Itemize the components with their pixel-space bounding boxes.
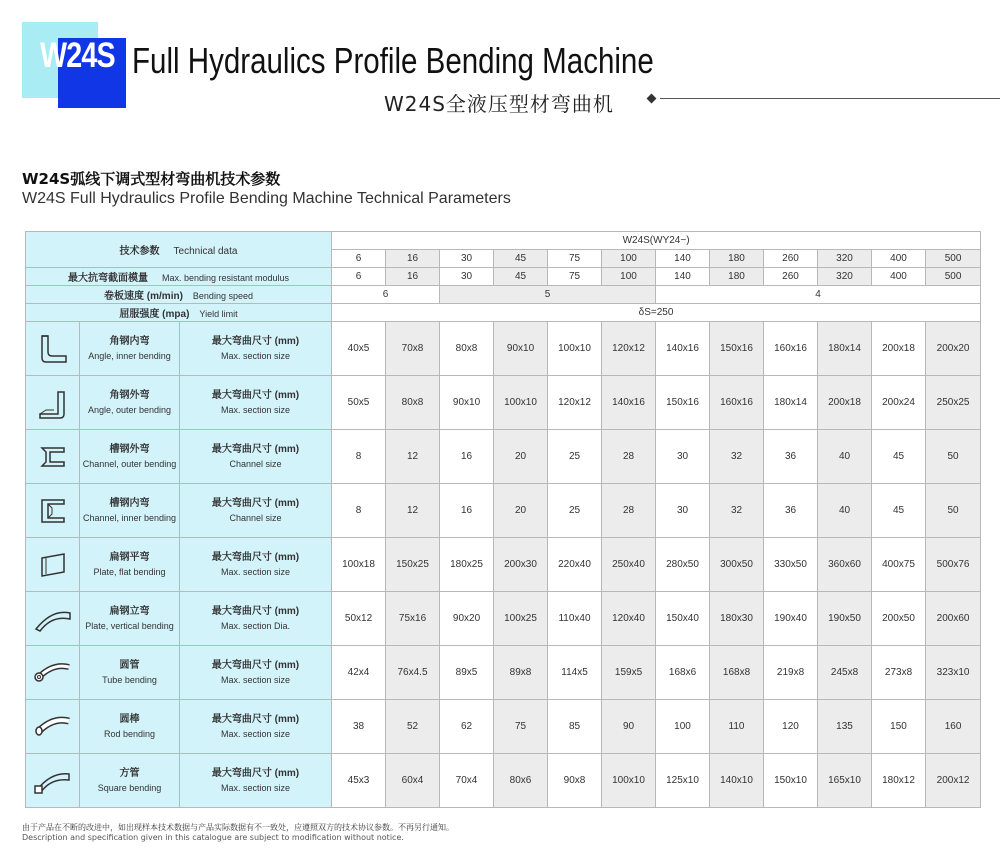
size-value: 75 bbox=[494, 700, 548, 754]
size-label bbox=[180, 376, 332, 430]
size-label bbox=[180, 700, 332, 754]
size-label-cn: 最大弯曲尺寸 (mm) bbox=[211, 605, 300, 617]
size-value: 200x30 bbox=[494, 538, 548, 592]
size-value: 165x10 bbox=[818, 754, 872, 808]
bending-type-en: Rod bending bbox=[103, 728, 156, 739]
modulus-cell: 6 bbox=[332, 268, 386, 286]
bending-type bbox=[80, 322, 180, 376]
size-value: 100x25 bbox=[494, 592, 548, 646]
size-value: 80x8 bbox=[440, 322, 494, 376]
size-value: 200x12 bbox=[926, 754, 981, 808]
tech-data-label bbox=[26, 232, 332, 268]
size-value: 100x18 bbox=[332, 538, 386, 592]
size-label-en: Max. section size bbox=[220, 782, 291, 793]
bending-type bbox=[80, 646, 180, 700]
footer-note-en: Description and specification given in this catalogue are subject to modification without notice. bbox=[22, 833, 404, 842]
size-label-en: Max. section Dia. bbox=[220, 620, 291, 631]
size-value: 50 bbox=[926, 430, 981, 484]
bending-type bbox=[80, 376, 180, 430]
size-value: 150x16 bbox=[710, 322, 764, 376]
size-value: 38 bbox=[332, 700, 386, 754]
size-value: 36 bbox=[764, 484, 818, 538]
size-value: 89x8 bbox=[494, 646, 548, 700]
size-value: 200x20 bbox=[926, 322, 981, 376]
size-value: 110x40 bbox=[548, 592, 602, 646]
yield-value: δS=250 bbox=[332, 304, 981, 322]
size-value: 89x5 bbox=[440, 646, 494, 700]
size-value: 200x50 bbox=[872, 592, 926, 646]
size-value: 159x5 bbox=[602, 646, 656, 700]
size-value: 80x8 bbox=[386, 376, 440, 430]
yield-label bbox=[26, 304, 332, 322]
size-value: 28 bbox=[602, 484, 656, 538]
modulus-cell: 320 bbox=[818, 268, 872, 286]
size-value: 16 bbox=[440, 484, 494, 538]
spec-row bbox=[26, 430, 981, 484]
size-value: 25 bbox=[548, 484, 602, 538]
size-value: 125x10 bbox=[656, 754, 710, 808]
size-value: 160x16 bbox=[764, 322, 818, 376]
bending-type bbox=[80, 430, 180, 484]
channel-inner-icon bbox=[26, 484, 80, 538]
size-value: 28 bbox=[602, 430, 656, 484]
size-value: 160 bbox=[926, 700, 981, 754]
spec-row bbox=[26, 322, 981, 376]
page-subtitle: W24S全液压型材弯曲机 bbox=[384, 92, 614, 116]
size-label-cn: 最大弯曲尺寸 (mm) bbox=[211, 497, 300, 509]
bending-type bbox=[80, 484, 180, 538]
size-value: 180x30 bbox=[710, 592, 764, 646]
size-label bbox=[180, 322, 332, 376]
modulus-cell: 180 bbox=[710, 268, 764, 286]
channel-outer-icon bbox=[26, 430, 80, 484]
model-cell: 500 bbox=[926, 250, 981, 268]
size-value: 120x40 bbox=[602, 592, 656, 646]
bending-type bbox=[80, 754, 180, 808]
logo-text: W24S bbox=[40, 36, 115, 75]
size-value: 200x24 bbox=[872, 376, 926, 430]
tech-data-cn: 技术参数 bbox=[119, 246, 160, 257]
size-value: 12 bbox=[386, 430, 440, 484]
size-value: 80x6 bbox=[494, 754, 548, 808]
size-value: 168x6 bbox=[656, 646, 710, 700]
size-value: 180x12 bbox=[872, 754, 926, 808]
size-value: 280x50 bbox=[656, 538, 710, 592]
section-title-en: W24S Full Hydraulics Profile Bending Machine Technical Parameters bbox=[22, 190, 511, 207]
size-value: 140x10 bbox=[710, 754, 764, 808]
size-label bbox=[180, 484, 332, 538]
modulus-cell: 260 bbox=[764, 268, 818, 286]
modulus-row bbox=[26, 268, 981, 286]
model-cell: 100 bbox=[602, 250, 656, 268]
speed-value: 6 bbox=[332, 286, 440, 304]
size-value: 190x50 bbox=[818, 592, 872, 646]
size-value: 60x4 bbox=[386, 754, 440, 808]
bending-type-cn: 角钢外弯 bbox=[109, 389, 150, 401]
modulus-en: Max. bending resistant modulus bbox=[161, 273, 290, 283]
size-value: 200x60 bbox=[926, 592, 981, 646]
size-value: 90x20 bbox=[440, 592, 494, 646]
modulus-cell: 75 bbox=[548, 268, 602, 286]
size-label-cn: 最大弯曲尺寸 (mm) bbox=[211, 713, 300, 725]
size-label-en: Channel size bbox=[229, 458, 282, 469]
size-value: 250x40 bbox=[602, 538, 656, 592]
model-cell: 75 bbox=[548, 250, 602, 268]
speed-value: 5 bbox=[440, 286, 656, 304]
size-value: 110 bbox=[710, 700, 764, 754]
modulus-cell: 140 bbox=[656, 268, 710, 286]
size-value: 45 bbox=[872, 430, 926, 484]
bending-type-en: Tube bending bbox=[102, 674, 157, 685]
size-value: 70x4 bbox=[440, 754, 494, 808]
size-value: 323x10 bbox=[926, 646, 981, 700]
spec-row bbox=[26, 376, 981, 430]
bending-type-cn: 槽钢外弯 bbox=[109, 443, 150, 455]
size-label-en: Max. section size bbox=[220, 728, 291, 739]
size-value: 120 bbox=[764, 700, 818, 754]
bending-type-cn: 槽钢内弯 bbox=[109, 497, 150, 509]
title-divider bbox=[660, 98, 1000, 99]
bending-type-en: Square bending bbox=[97, 782, 162, 793]
size-value: 150x16 bbox=[656, 376, 710, 430]
size-value: 180x14 bbox=[818, 322, 872, 376]
spec-table bbox=[25, 231, 981, 808]
size-value: 20 bbox=[494, 430, 548, 484]
bending-type-en: Angle, inner bending bbox=[88, 350, 171, 361]
spec-row bbox=[26, 646, 981, 700]
bending-type bbox=[80, 592, 180, 646]
size-value: 500x76 bbox=[926, 538, 981, 592]
model-cell: 6 bbox=[332, 250, 386, 268]
size-value: 32 bbox=[710, 430, 764, 484]
bending-type-en: Channel, inner bending bbox=[82, 512, 177, 523]
size-value: 140x16 bbox=[656, 322, 710, 376]
page-title: Full Hydraulics Profile Bending Machine bbox=[132, 40, 654, 81]
modulus-cell: 30 bbox=[440, 268, 494, 286]
bending-type-cn: 角钢内弯 bbox=[109, 335, 150, 347]
bending-type-en: Plate, vertical bending bbox=[85, 620, 174, 631]
size-label bbox=[180, 430, 332, 484]
rod-icon bbox=[26, 700, 80, 754]
size-value: 50 bbox=[926, 484, 981, 538]
model-cell: 140 bbox=[656, 250, 710, 268]
bending-type-cn: 圆棒 bbox=[119, 713, 140, 725]
size-value: 360x60 bbox=[818, 538, 872, 592]
size-value: 100x10 bbox=[494, 376, 548, 430]
size-value: 180x14 bbox=[764, 376, 818, 430]
bending-type bbox=[80, 700, 180, 754]
size-value: 135 bbox=[818, 700, 872, 754]
size-value: 100x10 bbox=[548, 322, 602, 376]
size-value: 168x8 bbox=[710, 646, 764, 700]
spec-row bbox=[26, 754, 981, 808]
size-value: 85 bbox=[548, 700, 602, 754]
size-value: 273x8 bbox=[872, 646, 926, 700]
size-label-cn: 最大弯曲尺寸 (mm) bbox=[211, 389, 300, 401]
size-value: 40 bbox=[818, 430, 872, 484]
size-value: 190x40 bbox=[764, 592, 818, 646]
size-value: 90x10 bbox=[494, 322, 548, 376]
size-value: 62 bbox=[440, 700, 494, 754]
size-label bbox=[180, 538, 332, 592]
size-value: 12 bbox=[386, 484, 440, 538]
size-value: 76x4.5 bbox=[386, 646, 440, 700]
modulus-cell: 500 bbox=[926, 268, 981, 286]
size-value: 200x18 bbox=[872, 322, 926, 376]
yield-row bbox=[26, 304, 981, 322]
size-value: 16 bbox=[440, 430, 494, 484]
size-label-en: Max. section size bbox=[220, 404, 291, 415]
size-value: 90x8 bbox=[548, 754, 602, 808]
size-label-cn: 最大弯曲尺寸 (mm) bbox=[211, 335, 300, 347]
size-label-en: Channel size bbox=[229, 512, 282, 523]
size-value: 180x25 bbox=[440, 538, 494, 592]
size-value: 20 bbox=[494, 484, 548, 538]
spec-row bbox=[26, 700, 981, 754]
tube-icon bbox=[26, 646, 80, 700]
spec-row bbox=[26, 484, 981, 538]
size-value: 150x40 bbox=[656, 592, 710, 646]
size-label-en: Max. section size bbox=[220, 350, 291, 361]
speed-en: Bending speed bbox=[192, 291, 253, 301]
modulus-cell: 100 bbox=[602, 268, 656, 286]
size-label-en: Max. section size bbox=[220, 566, 291, 577]
yield-cn: 屈服强度 (mpa) bbox=[119, 309, 190, 320]
size-label-cn: 最大弯曲尺寸 (mm) bbox=[211, 767, 300, 779]
size-value: 90 bbox=[602, 700, 656, 754]
bending-type-en: Angle, outer bending bbox=[87, 404, 172, 415]
size-label bbox=[180, 646, 332, 700]
spec-row bbox=[26, 592, 981, 646]
size-value: 50x5 bbox=[332, 376, 386, 430]
spec-row bbox=[26, 538, 981, 592]
size-value: 50x12 bbox=[332, 592, 386, 646]
modulus-cn: 最大抗弯截面模量 bbox=[67, 273, 148, 284]
size-label-en: Max. section size bbox=[220, 674, 291, 685]
size-label-cn: 最大弯曲尺寸 (mm) bbox=[211, 551, 300, 563]
bending-type-cn: 圆管 bbox=[119, 659, 140, 671]
size-value: 45x3 bbox=[332, 754, 386, 808]
speed-label bbox=[26, 286, 332, 304]
size-value: 300x50 bbox=[710, 538, 764, 592]
angle-outer-icon bbox=[26, 376, 80, 430]
size-value: 25 bbox=[548, 430, 602, 484]
size-value: 150 bbox=[872, 700, 926, 754]
size-label bbox=[180, 754, 332, 808]
yield-en: Yield limit bbox=[199, 309, 238, 319]
bending-type-en: Channel, outer bending bbox=[82, 458, 177, 469]
size-value: 30 bbox=[656, 430, 710, 484]
size-value: 220x40 bbox=[548, 538, 602, 592]
model-header: W24S(WY24−) bbox=[332, 232, 981, 250]
size-value: 70x8 bbox=[386, 322, 440, 376]
model-cell: 260 bbox=[764, 250, 818, 268]
bending-type-cn: 扁钢平弯 bbox=[109, 551, 150, 563]
size-value: 140x16 bbox=[602, 376, 656, 430]
model-cell: 180 bbox=[710, 250, 764, 268]
size-value: 40 bbox=[818, 484, 872, 538]
tech-data-en: Technical data bbox=[173, 246, 238, 257]
bending-type bbox=[80, 538, 180, 592]
angle-inner-icon bbox=[26, 322, 80, 376]
size-value: 120x12 bbox=[548, 376, 602, 430]
modulus-cell: 400 bbox=[872, 268, 926, 286]
size-value: 45 bbox=[872, 484, 926, 538]
modulus-label bbox=[26, 268, 332, 286]
size-value: 100 bbox=[656, 700, 710, 754]
size-label bbox=[180, 592, 332, 646]
model-cell: 45 bbox=[494, 250, 548, 268]
size-value: 40x5 bbox=[332, 322, 386, 376]
size-label-cn: 最大弯曲尺寸 (mm) bbox=[211, 443, 300, 455]
modulus-cell: 16 bbox=[386, 268, 440, 286]
square-tube-icon bbox=[26, 754, 80, 808]
size-value: 8 bbox=[332, 430, 386, 484]
size-value: 250x25 bbox=[926, 376, 981, 430]
model-cell: 400 bbox=[872, 250, 926, 268]
section-title-cn: W24S弧线下调式型材弯曲机技术参数 bbox=[22, 170, 281, 188]
plate-vertical-icon bbox=[26, 592, 80, 646]
size-value: 200x18 bbox=[818, 376, 872, 430]
size-value: 160x16 bbox=[710, 376, 764, 430]
size-value: 150x10 bbox=[764, 754, 818, 808]
size-value: 120x12 bbox=[602, 322, 656, 376]
speed-value: 4 bbox=[656, 286, 981, 304]
bending-type-cn: 方管 bbox=[119, 767, 140, 779]
size-value: 219x8 bbox=[764, 646, 818, 700]
speed-cn: 卷板速度 (m/min) bbox=[104, 291, 183, 302]
footer-note-cn: 由于产品在不断的改进中，如出现样本技术数据与产品实际数据有不一致处，应遵照双方的技术协议参数。不再另行通知。 bbox=[22, 823, 454, 832]
size-label-cn: 最大弯曲尺寸 (mm) bbox=[211, 659, 300, 671]
model-cell: 30 bbox=[440, 250, 494, 268]
plate-flat-icon bbox=[26, 538, 80, 592]
size-value: 114x5 bbox=[548, 646, 602, 700]
size-value: 52 bbox=[386, 700, 440, 754]
diamond-icon bbox=[647, 94, 657, 104]
size-value: 400x75 bbox=[872, 538, 926, 592]
bending-type-en: Plate, flat bending bbox=[93, 566, 166, 577]
model-cell: 16 bbox=[386, 250, 440, 268]
bending-type-cn: 扁钢立弯 bbox=[109, 605, 150, 617]
size-value: 42x4 bbox=[332, 646, 386, 700]
modulus-cell: 45 bbox=[494, 268, 548, 286]
size-value: 100x10 bbox=[602, 754, 656, 808]
size-value: 36 bbox=[764, 430, 818, 484]
size-value: 75x16 bbox=[386, 592, 440, 646]
speed-row bbox=[26, 286, 981, 304]
size-value: 8 bbox=[332, 484, 386, 538]
size-value: 245x8 bbox=[818, 646, 872, 700]
size-value: 32 bbox=[710, 484, 764, 538]
size-value: 150x25 bbox=[386, 538, 440, 592]
header-row-top bbox=[26, 232, 981, 250]
size-value: 30 bbox=[656, 484, 710, 538]
model-cell: 320 bbox=[818, 250, 872, 268]
size-value: 90x10 bbox=[440, 376, 494, 430]
size-value: 330x50 bbox=[764, 538, 818, 592]
